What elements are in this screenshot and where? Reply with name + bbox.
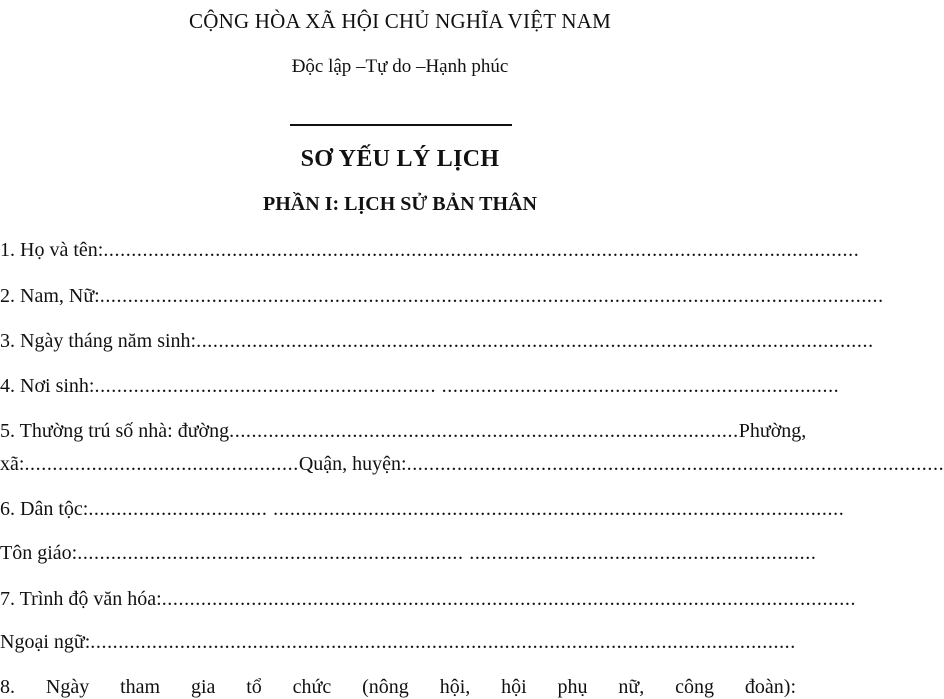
dotted-fill: ......................................................................................................................... [196,330,874,352]
motto: Độc lập –Tự do –Hạnh phúc [291,56,509,77]
field-ethnicity [0,497,845,521]
field-residence [0,419,807,443]
document-title: SƠ YẾU LÝ LỊCH [300,146,500,172]
field-birth-date-label: 3. Ngày tháng năm sinh: [0,330,197,352]
field-gender [0,284,884,308]
dotted-fill: ....................................................................................................................................... [103,239,860,261]
field-organization: 8. Ngày tham gia tổ chức (nông hội, hội phụ nữ, công đoàn): [0,676,796,698]
field-district-label: Quận, huyện: [298,453,407,475]
field-birth-place [0,374,840,398]
national-title: CỘNG HÒA XÃ HỘI CHỦ NGHĨA VIỆT NAM [189,9,611,33]
dotted-fill: ............................................................................................................................ [161,588,857,610]
field-education [0,587,857,611]
dotted-fill: ................................ ...................................................................................................... [88,498,845,520]
dotted-fill: ..................................................................... .............................................................. [77,542,817,564]
field-gender-label: 2. Nam, Nữ: [0,285,100,307]
dotted-fill: ................................................................................................ [406,453,944,475]
field-religion-label: Tôn giáo: [0,542,78,564]
field-full-name-label: 1. Họ và tên: [0,239,104,261]
field-birth-place-label: 4. Nơi sinh: [0,375,95,397]
field-full-name [0,238,860,262]
part-title: PHẦN I: LỊCH SỬ BẢN THÂN [263,193,537,215]
field-religion [0,541,817,565]
field-residence-commune [0,452,944,476]
field-residence-ward-label: Phường, [738,420,807,442]
field-ethnicity-label: 6. Dân tộc: [0,498,89,520]
header-divider [290,124,512,126]
dotted-fill: ............................................................................................................................................ [99,285,884,307]
field-foreign-language [0,630,796,654]
field-education-label: 7. Trình độ văn hóa: [0,588,162,610]
dotted-fill: .............................................................................................................................. [90,631,796,653]
field-commune-label: xã: [0,453,25,475]
dotted-fill: ............................................................. ....................................................................... [94,375,840,397]
dotted-fill: ................................................. [24,453,299,475]
field-birth-date [0,329,874,353]
field-residence-label: 5. Thường trú số nhà: đường [0,420,230,442]
field-foreign-language-label: Ngoại ngữ: [0,631,91,653]
dotted-fill: ........................................................................................... [229,420,739,442]
